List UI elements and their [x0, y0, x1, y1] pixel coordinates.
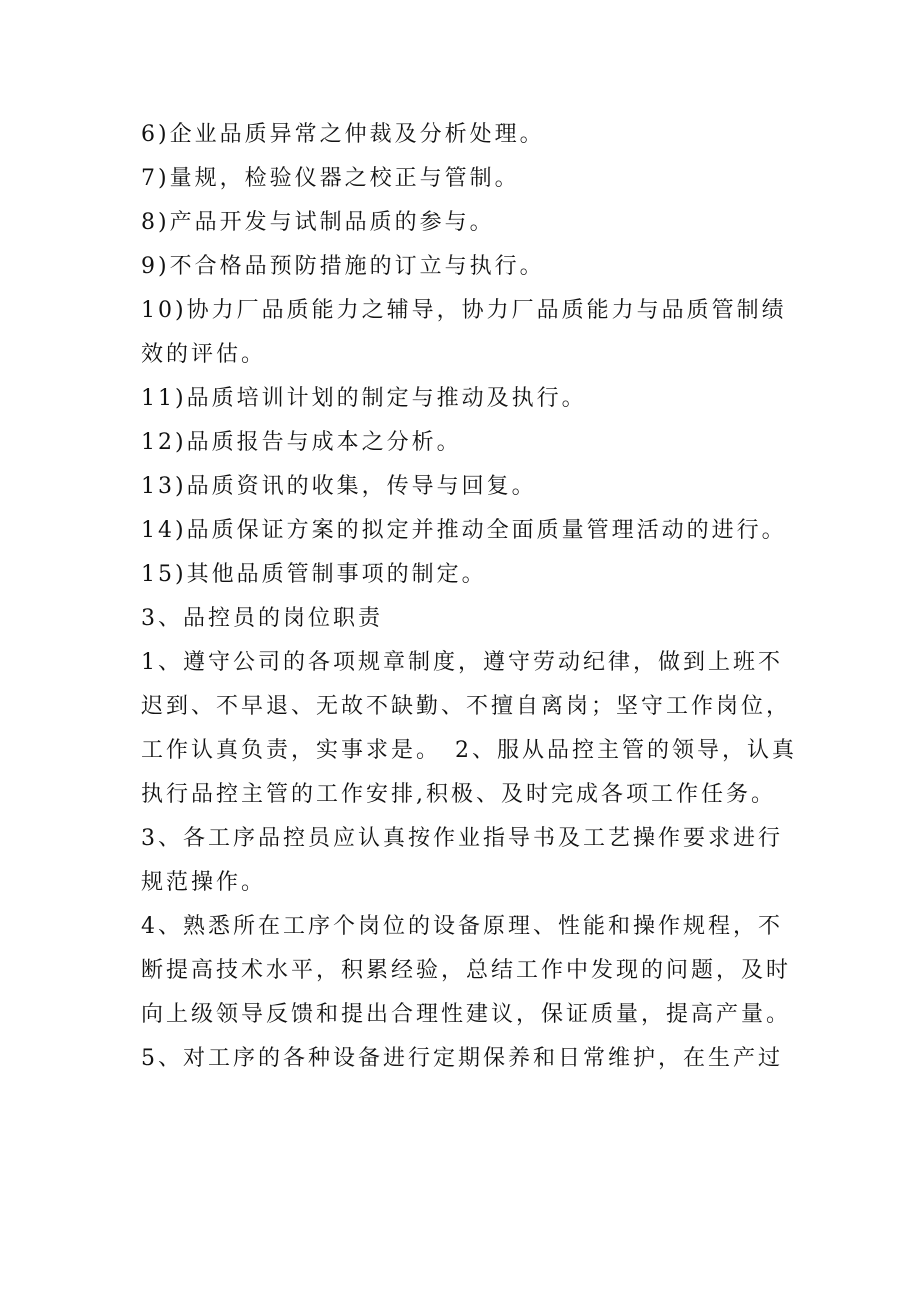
duty-paragraph-4: 4、熟悉所在工序个岗位的设备原理、性能和操作规程，不断提高技术水平，积累经验，总结工作中发现的问题，及时向上级领导反馈和提出合理性建议，保证质量，提高产量。 — [141, 914, 792, 1027]
document-body — [141, 113, 801, 1081]
paragraph-item-11: 11)品质培训计划的制定与推动及执行。 — [141, 386, 587, 411]
paragraph-item-8: 8)产品开发与试制品质的参与。 — [141, 210, 495, 235]
paragraph-item-10: 10)协力厂品质能力之辅导，协力厂品质能力与品质管制绩效的评估。 — [141, 298, 787, 367]
paragraph-item-9: 9)不合格品预防措施的订立与执行。 — [141, 254, 545, 279]
paragraph-item-13: 13)品质资讯的收集，传导与回复。 — [141, 474, 537, 499]
paragraph-item-12: 12)品质报告与成本之分析。 — [141, 430, 462, 455]
paragraph-item-14: 14)品质保证方案的拟定并推动全面质量管理活动的进行。 — [141, 518, 787, 543]
paragraph-item-6: 6)企业品质异常之仲裁及分析处理。 — [141, 122, 545, 147]
section-heading: 3、品控员的岗位职责 — [141, 606, 383, 631]
duty-paragraph-1-2: 1、遵守公司的各项规章制度，遵守劳动纪律，做到上班不迟到、不早退、无故不缺勤、不擅自离岗；坚守工作岗位，工作认真负责，实事求是。 2、服从品控主管的领导，认真执行品控主管的工作安排,积极、及时完成各项工作任务。 — [141, 650, 797, 807]
duty-paragraph-3: 3、各工序品控员应认真按作业指导书及工艺操作要求进行规范操作。 — [141, 826, 783, 895]
paragraph-item-7: 7)量规，检验仪器之校正与管制。 — [141, 166, 520, 191]
paragraph-item-15: 15)其他品质管制事项的制定。 — [141, 562, 487, 587]
duty-paragraph-5: 5、对工序的各种设备进行定期保养和日常维护，在生产过 — [141, 1046, 783, 1071]
